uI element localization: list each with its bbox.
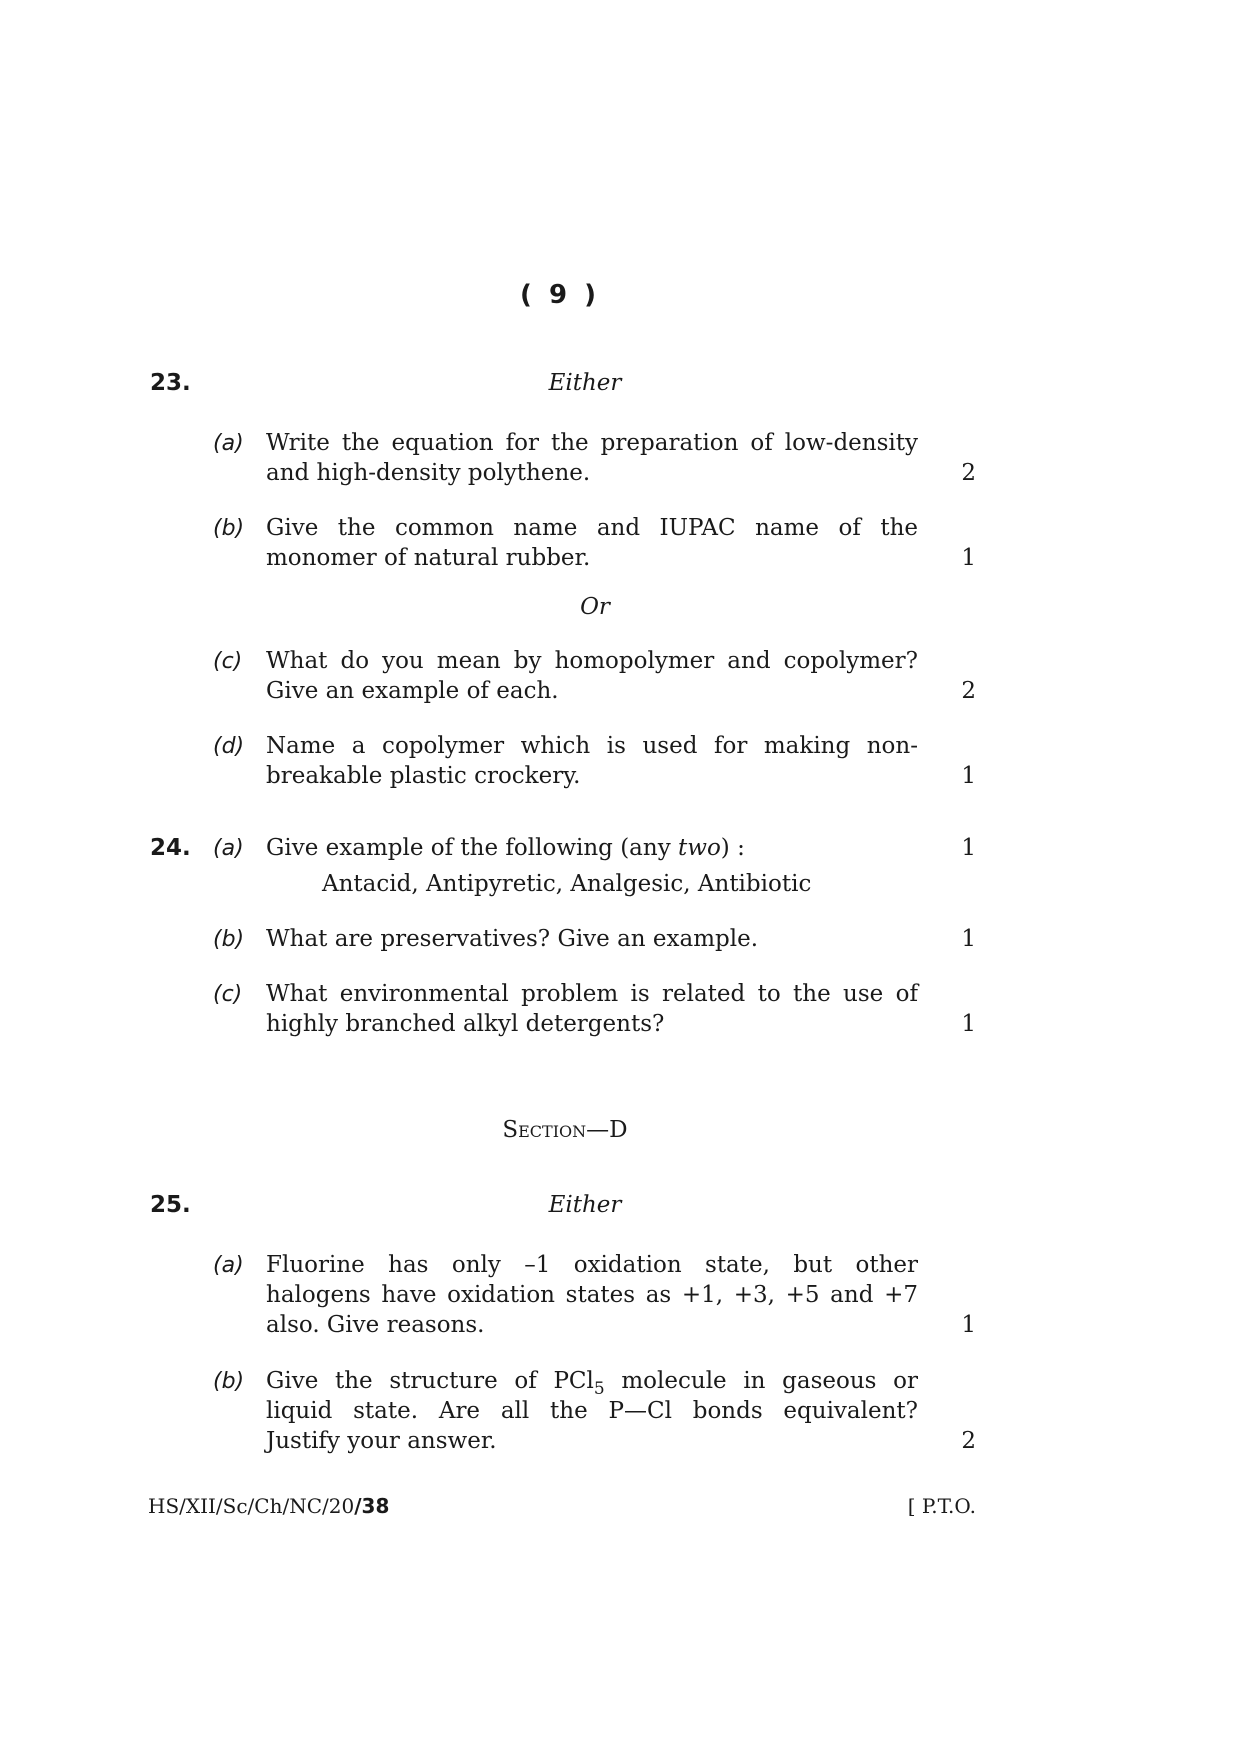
q25-b-line3: Justify your answer. (266, 1428, 497, 1454)
question-25-number: 25. (150, 1192, 191, 1218)
question-25-either: Either (548, 1192, 622, 1218)
q24-c-line2: highly branched alkyl detergents? (266, 1011, 665, 1037)
q23-b-line2: monomer of natural rubber. (266, 545, 591, 571)
q23-c-marks: 2 (961, 678, 976, 704)
paper-code: HS/XII/Sc/Ch/NC/20/38 (148, 1494, 390, 1518)
question-23-either: Either (548, 370, 622, 396)
q23-b-line1: Give the common name and IUPAC name of the (266, 515, 918, 541)
q23-d-line1: Name a copolymer which is used for making non- (266, 733, 918, 759)
q23-a-line1: Write the equation for the preparation of low-density (266, 430, 918, 456)
q23-a-marks: 2 (961, 460, 976, 486)
q23-b-marks: 1 (961, 545, 976, 571)
q24-b-line1: What are preservatives? Give an example. (266, 926, 759, 952)
question-23-number: 23. (150, 370, 191, 396)
q25-b-marks: 2 (961, 1428, 976, 1454)
q23-c-label: (c) (213, 649, 243, 674)
q25-a-line1: Fluorine has only –1 oxidation state, but other (266, 1252, 918, 1278)
q25-a-line3: also. Give reasons. (266, 1312, 485, 1338)
q25-a-label: (a) (213, 1253, 244, 1278)
q24-a-label: (a) (213, 836, 244, 861)
q23-a-line2: and high-density polythene. (266, 460, 591, 486)
q24-c-label: (c) (213, 982, 243, 1007)
page-number: ( 9 ) (520, 280, 600, 310)
q24-a-marks: 1 (961, 835, 976, 861)
q23-a-label: (a) (213, 431, 244, 456)
q23-c-line1: What do you mean by homopolymer and copolymer? (266, 648, 918, 674)
q24-c-line1: What environmental problem is related to the use of (266, 981, 918, 1007)
q25-a-line2: halogens have oxidation states as +1, +3, +5 and +7 (266, 1282, 918, 1308)
q25-b-label: (b) (213, 1369, 245, 1394)
q24-b-marks: 1 (961, 926, 976, 952)
q24-c-marks: 1 (961, 1011, 976, 1037)
q23-or: Or (580, 594, 610, 620)
q23-d-line2: breakable plastic crockery. (266, 763, 581, 789)
q25-b-line1: Give the structure of PCl$_5$ molecule in gaseous or (266, 1368, 918, 1399)
q24-b-label: (b) (213, 927, 245, 952)
question-24-number: 24. (150, 835, 191, 861)
q25-b-line2: liquid state. Are all the P—Cl bonds equivalent? (266, 1398, 918, 1424)
q23-d-label: (d) (213, 734, 245, 759)
pto-label: [ P.T.O. (907, 1494, 976, 1518)
q23-b-label: (b) (213, 516, 245, 541)
q23-d-marks: 1 (961, 763, 976, 789)
section-heading: Section—D (502, 1117, 628, 1143)
q23-c-line2: Give an example of each. (266, 678, 559, 704)
q24-a-line2: Antacid, Antipyretic, Analgesic, Antibiotic (322, 871, 812, 897)
q24-a-line1: Give example of the following (any two) : (266, 835, 745, 861)
q25-a-marks: 1 (961, 1312, 976, 1338)
